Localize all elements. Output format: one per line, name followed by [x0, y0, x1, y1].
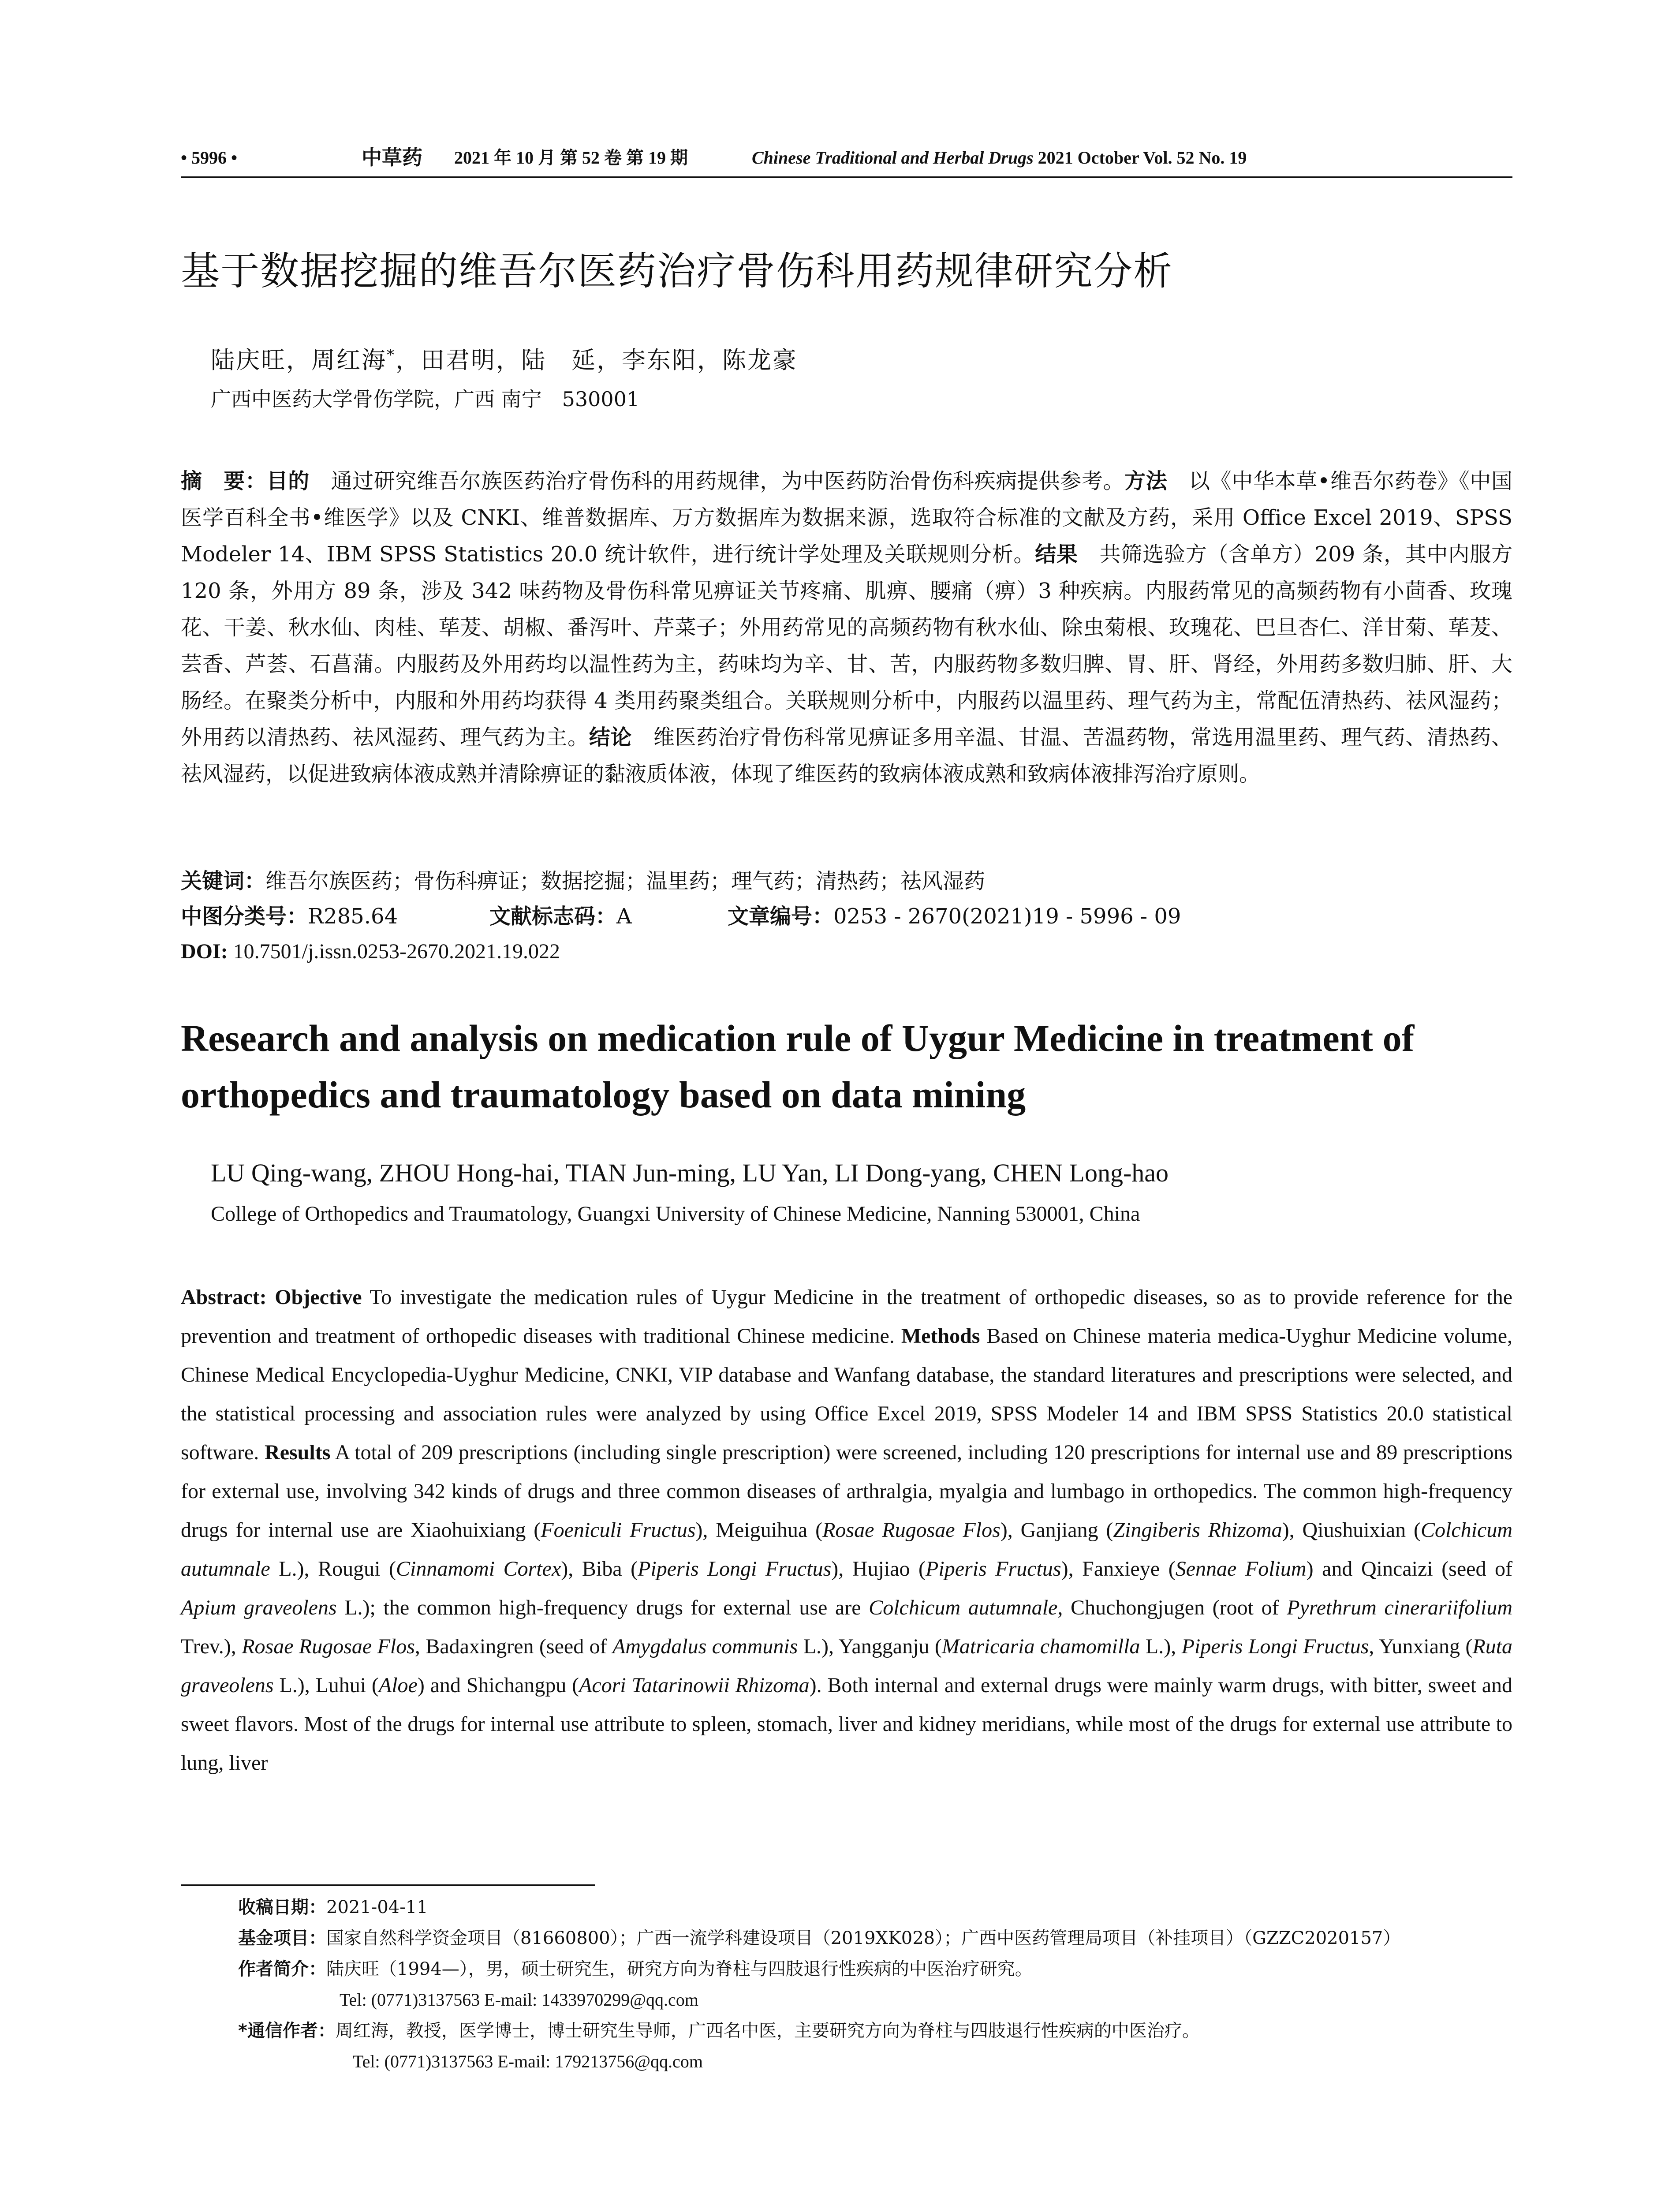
conclusion-cn: 维医药治疗骨伤科常见痹证多用辛温、甘温、苦温药物，常选用温里药、理气药、清热药、祛风湿药，以促进致病体液成熟并清除痹证的黏液质体液，体现了维医药的致病体液成熟和致病体液排泻治疗原则。	[181, 725, 1512, 786]
species-name: Rosae Rugosae Flos	[242, 1635, 415, 1658]
species-name: Sennae Folium	[1175, 1557, 1307, 1581]
results-en-label: Results	[265, 1441, 331, 1464]
species-name: Ruta graveolens	[181, 1635, 1513, 1697]
clc-number	[181, 899, 398, 934]
doi	[181, 934, 560, 969]
abstract-en	[181, 1278, 1512, 1783]
corresponding-author	[238, 2015, 1512, 2046]
results-en-text: ), Hujiao (	[831, 1557, 926, 1581]
running-header	[181, 140, 1512, 176]
funding	[238, 1923, 1512, 1954]
journal-name-cn: 中草药	[362, 146, 422, 169]
species-name: Rosae Rugosae Flos	[822, 1518, 1001, 1542]
footnotes	[238, 1892, 1512, 2077]
abstract-en-label: Abstract: Objective	[181, 1286, 362, 1309]
results-en-text: , Badaxingren (seed of	[414, 1635, 612, 1658]
authors-cn	[211, 337, 798, 378]
results-en-text: ), Ganjiang (	[1000, 1518, 1113, 1542]
fund-value: 国家自然科学资金项目（81660800）；广西一流学科建设项目（2019XK028）；广西中医药管理局项目（补挂项目）（GZZC2020157）	[326, 1928, 1401, 1948]
corr-label: *通信作者：	[238, 2021, 336, 2041]
issue-info-en: 2021 October Vol. 52 No. 19	[1033, 148, 1247, 168]
species-name: Amygdalus communis	[612, 1635, 798, 1658]
journal-name-en: Chinese Traditional and Herbal Drugs	[752, 148, 1034, 168]
species-name: Acori Tatarinowii Rhizoma	[579, 1674, 810, 1697]
title-en: Research and analysis on medication rule of Uygur Medicine in treatment of orthopedics and traumatology based on data mining	[181, 1017, 1415, 1116]
clc-label: 中图分类号：	[181, 904, 308, 929]
doc-code-value: A	[616, 904, 632, 929]
results-en-text: L.), Luhui (	[273, 1674, 379, 1697]
doi-label: DOI:	[181, 940, 228, 963]
results-en-text: L.), Rougui (	[270, 1557, 396, 1581]
results-en-text: ), Meiguihua (	[695, 1518, 823, 1542]
title-cn: 基于数据挖掘的维吾尔医药治疗骨伤科用药规律研究分析	[181, 248, 1173, 294]
results-en-text: , Yunxiang (	[1369, 1635, 1473, 1658]
received-value: 2021-04-11	[326, 1897, 428, 1917]
affiliation-en: College of Orthopedics and Traumatology, Guangxi University of Chinese Medicine, Nanning 530001, China	[211, 1202, 1140, 1226]
doi-value: 10.7501/j.issn.0253-2670.2021.19.022	[228, 940, 560, 963]
results-en-text: L.),	[1140, 1635, 1182, 1658]
methods-cn: 以《中华本草•维吾尔药卷》《中国医学百科全书•维医学》以及 CNKI、维普数据库、万方数据库为数据来源，选取符合标准的文献及方药，采用 Office Excel 2019、SPSS Modeler 14、IBM SPSS Statistics 20.0 统计软件，进行统计学处理及关联规则分析。	[181, 469, 1512, 567]
authors-cn-part1: 陆庆旺，周红海	[211, 346, 387, 374]
clc-value: R285.64	[308, 904, 398, 929]
affiliation-cn: 广西中医药大学骨伤学院，广西 南宁 530001	[211, 387, 640, 411]
species-name: Aloe	[378, 1674, 418, 1697]
authors-cn-part2: ，田君明，陆 延，李东阳，陈龙豪	[396, 346, 798, 374]
results-en-text: L.), Yangganju (	[798, 1635, 942, 1658]
species-name: Colchicum autumnale	[869, 1596, 1058, 1619]
abstract-cn	[181, 463, 1512, 792]
species-name: Apium graveolens	[181, 1596, 337, 1619]
authors-en: LU Qing-wang, ZHOU Hong-hai, TIAN Jun-ming, LU Yan, LI Dong-yang, CHEN Long-hao	[211, 1159, 1169, 1187]
document-code	[489, 899, 632, 934]
results-en-text: ), Biba (	[561, 1557, 638, 1581]
keywords-cn	[181, 863, 985, 899]
results-en-text: A total of 209 prescriptions (including single prescription) were screened, including 120 prescriptions for internal use and 89 prescriptions for external use, involving 342 kinds of drugs and three common diseases of arthralgia, myalgia and lumbago in orthopedics. The common high-frequency drugs for internal use are Xiaohuixiang (	[181, 1441, 1512, 1542]
results-en-text: ) and Shichangpu (	[417, 1674, 579, 1697]
species-name: Pyrethrum cinerariifolium	[1287, 1596, 1513, 1619]
corr-value: 周红海，教授，医学博士，博士研究生导师，广西名中医，主要研究方向为脊柱与四肢退行性疾病的中医治疗。	[335, 2021, 1200, 2041]
species-name: Cinnamomi Cortex	[396, 1557, 561, 1581]
results-en-text: Trev.),	[181, 1635, 242, 1658]
article-no-value: 0253 - 2670(2021)19 - 5996 - 09	[833, 904, 1181, 929]
received-date	[238, 1892, 1512, 1923]
corresponding-mark: *	[387, 346, 396, 364]
species-name: Piperis Longi Fructus	[1181, 1635, 1369, 1658]
footnote-rule	[181, 1884, 595, 1886]
objective-cn-label: 目的	[266, 469, 310, 493]
classification-line	[181, 899, 1512, 934]
issue-info-cn: 2021 年 10 月 第 52 卷 第 19 期	[454, 148, 688, 168]
objective-cn: 通过研究维吾尔族医药治疗骨伤科的用药规律，为中医药防治骨伤科疾病提供参考。	[309, 469, 1125, 493]
species-name: Colchicum autumnale	[181, 1518, 1512, 1581]
results-en-text: , Chuchongjugen (root of	[1057, 1596, 1287, 1619]
results-en-text: ), Qiushuixian (	[1282, 1518, 1421, 1542]
objective-en: To investigate the medication rules of Uygur Medicine in the treatment of orthopedic diseases, so as to provide reference for the prevention and treatment of orthopedic diseases with traditional Chinese medicine.	[181, 1286, 1512, 1348]
author-contact: Tel: (0771)3137563 E-mail: 1433970299@qq.com	[340, 1990, 698, 2010]
doc-code-label: 文献标志码：	[489, 904, 617, 929]
results-cn: 共筛选验方（含单方）209 条，其中内服方 120 条，外用方 89 条，涉及 342 味药物及骨伤科常见痹证关节疼痛、肌痹、腰痛（痹）3 种疾病。内服药常见的高频药物有小茴香、玫瑰花、干姜、秋水仙、肉桂、荜茇、胡椒、番泻叶、芹菜子；外用药常见的高频药物有秋水仙、除虫菊根、玫瑰花、巴旦杏仁、洋甘菊、荜茇、芸香、芦荟、石菖蒲。内服药及外用药均以温性药为主，药味均为辛、甘、苦，内服药物多数归脾、胃、肝、肾经，外用药多数归肺、肝、大肠经。在聚类分析中，内服和外用药均获得 4 类用药聚类组合。关联规则分析中，内服药以温里药、理气药为主，常配伍清热药、祛风湿药；外用药以清热药、祛风湿药、理气药为主。	[181, 542, 1512, 750]
author-bio-value: 陆庆旺（1994—），男，硕士研究生，研究方向为脊柱与四肢退行性疾病的中医治疗研究。	[326, 1959, 1033, 1979]
species-name: Zingiberis Rhizoma	[1113, 1518, 1282, 1542]
abstract-cn-label: 摘 要：	[181, 469, 267, 493]
methods-cn-label: 方法	[1124, 469, 1168, 493]
author-bio	[238, 1954, 1512, 1984]
corresponding-contact: Tel: (0771)3137563 E-mail: 179213756@qq.com	[353, 2052, 703, 2071]
results-en-text: ) and Qincaizi (seed of	[1306, 1557, 1513, 1581]
article-no-label: 文章编号：	[728, 904, 834, 929]
author-bio-label: 作者简介：	[238, 1959, 326, 1979]
results-cn-label: 结果	[1035, 542, 1078, 567]
keywords-cn-text: 维吾尔族医药；骨伤科痹证；数据挖掘；温里药；理气药；清热药；祛风湿药	[265, 869, 986, 893]
keywords-cn-label: 关键词：	[181, 869, 266, 893]
results-en-text: ). Both internal and external drugs were mainly warm drugs, with bitter, sweet and sweet flavors. Most of the drugs for internal use attribute to spleen, stomach, liver and kidney meridians, while most of the drugs for external use attribute to lung, liver	[181, 1674, 1513, 1775]
results-en-text: L.); the common high-frequency drugs for external use are	[336, 1596, 869, 1619]
received-label: 收稿日期：	[238, 1897, 326, 1917]
conclusion-cn-label: 结论	[589, 725, 632, 750]
fund-label: 基金项目：	[238, 1928, 326, 1948]
species-name: Piperis Longi Fructus	[638, 1557, 832, 1581]
methods-en: Based on Chinese materia medica-Uyghur Medicine volume, Chinese Medical Encyclopedia-Uyghur Medicine, CNKI, VIP database and Wanfang database, the standard literatures and prescriptions were selected, and the statistical processing and association rules were analyzed by using Office Excel 2019, SPSS Modeler 14 and IBM SPSS Statistics 20.0 statistical software.	[181, 1324, 1512, 1464]
species-name: Piperis Fructus	[926, 1557, 1061, 1581]
page-number: • 5996 •	[181, 148, 238, 168]
article-number	[728, 899, 1181, 934]
journal-info-en	[752, 140, 1247, 176]
species-name: Matricaria chamomilla	[941, 1635, 1140, 1658]
header-rule	[181, 176, 1512, 178]
methods-en-label: Methods	[901, 1324, 980, 1348]
species-name: Foeniculi Fructus	[541, 1518, 696, 1542]
results-en-text: ), Fanxieye (	[1061, 1557, 1176, 1581]
